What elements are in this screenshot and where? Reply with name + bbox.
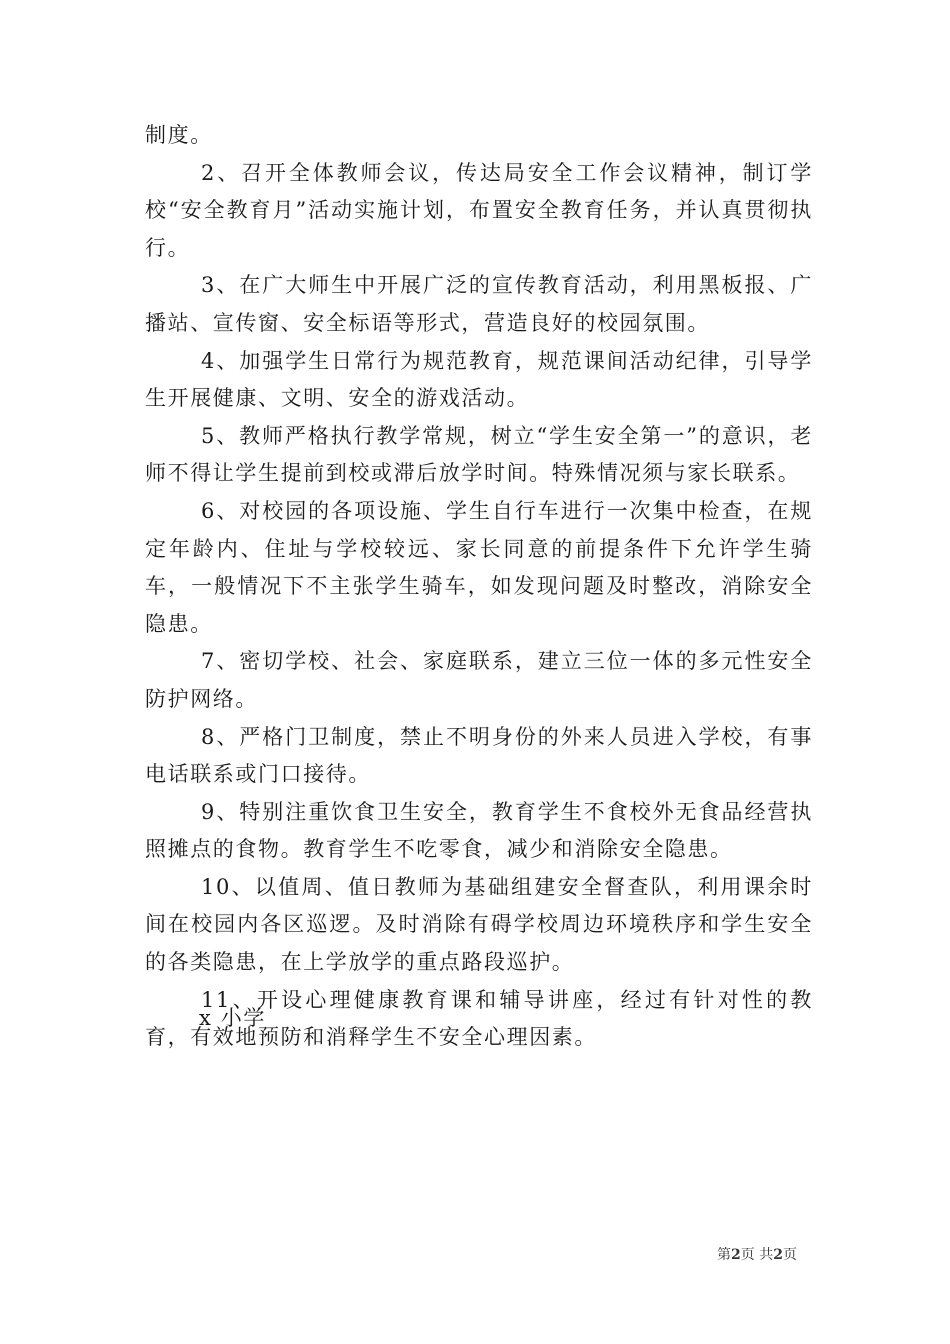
paragraph-6: 7、密切学校、社会、家庭联系，建立三位一体的多元性安全防护网络。 — [145, 649, 813, 711]
paragraph-1: 2、召开全体教师会议，传达局安全工作会议精神，制订学校“安全教育月”活动实施计划，布置安全教育任务，并认真贯彻执行。 — [145, 160, 813, 260]
paragraph-3: 4、加强学生日常行为规范教育，规范课间活动纪律，引导学生开展健康、文明、安全的游戏活动。 — [145, 348, 813, 411]
paragraph-0: 制度。 — [145, 123, 213, 147]
paragraph-8: 9、特别注重饮食卫生安全，教育学生不食校外无食品经营执照摊点的食物。教育学生不吃零食，减少和消除安全隐患。 — [145, 799, 813, 862]
paragraph-9: 10、以值周、值日教师为基础组建安全督查队，利用课余时间在校园内各区巡逻。及时消除有碍学校周边环境秩序和学生安全的各类隐患，在上学放学的重点路段巡护。 — [145, 874, 813, 975]
footer-middle: 页 共 — [740, 1247, 774, 1263]
signature: x 小学 — [199, 1006, 266, 1030]
paragraph-10: 11、开设心理健康教育课和辅导讲座，经过有针对性的教育，有效地预防和消释学生不安全心理因素。 — [145, 987, 813, 1050]
footer-prefix: 第 — [717, 1247, 731, 1263]
paragraph-2: 3、在广大师生中开展广泛的宣传教育活动，利用黑板报、广播站、宣传窗、安全标语等形式，营造良好的校园氛围。 — [145, 273, 813, 335]
document-body — [145, 117, 813, 1057]
paragraph-4: 5、教师严格执行教学常规，树立“学生安全第一”的意识，老师不得让学生提前到校或滞后放学时间。特殊情况须与家长联系。 — [145, 423, 813, 486]
paragraph-7: 8、严格门卫制度，禁止不明身份的外来人员进入学校，有事电话联系或门口接待。 — [145, 724, 813, 787]
footer-total-pages: 2 — [773, 1247, 783, 1263]
page-footer — [717, 1246, 797, 1264]
footer-suffix: 页 — [782, 1247, 797, 1263]
footer-current-page: 2 — [731, 1247, 741, 1263]
paragraph-5: 6、对校园的各项设施、学生自行车进行一次集中检查，在规定年龄内、住址与学校较远、家长同意的前提条件下允许学生骑车，一般情况下不主张学生骑车，如发现问题及时整改，消除安全隐患。 — [145, 498, 813, 636]
